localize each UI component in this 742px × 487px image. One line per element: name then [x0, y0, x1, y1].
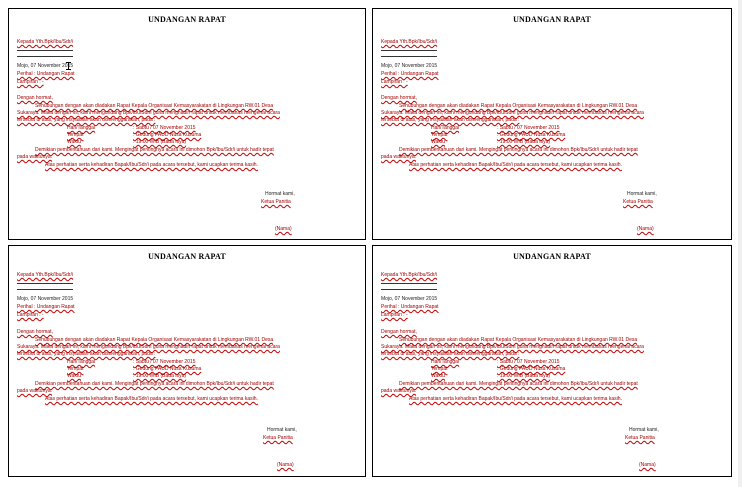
body-line-3: tersebut di atas, yang insyaallah akan diselenggarakan, pada : — [381, 351, 520, 357]
time-label: Waktu — [67, 373, 81, 379]
recipient-line: Kepada Yth.Bpk/Ibu/Sdr/i — [17, 272, 74, 278]
place-label: Tempat — [67, 132, 84, 138]
recipient-blank-2 — [381, 56, 437, 57]
attachment-line: Lampiran : - — [381, 79, 408, 85]
time-value: : 19.00 WIB (Bada Isya) — [497, 139, 551, 145]
closing-line-2: pada waktunya. — [381, 154, 417, 160]
place-date: Mojo, 07 November 2015 — [17, 296, 74, 302]
signer-role: Ketua Panitia — [261, 199, 291, 205]
document-title: UNDANGAN RAPAT — [148, 252, 226, 261]
invitation-page-2 — [372, 8, 732, 240]
place-date: Mojo, 07 November 2015 — [381, 63, 438, 69]
date-label: Hari/Tanggal — [67, 359, 96, 365]
body-line-1: Sehubungan dengan akan diadakan Rapat Kepala Organisasi Kemasyarakatan di Lingkungan RW.01 Desa — [35, 337, 274, 343]
time-value: : 19.00 WIB (Bada Isya) — [497, 373, 551, 379]
invitation-page-3 — [8, 245, 366, 477]
time-value: : 19.00 WIB (Bada Isya) — [133, 373, 187, 379]
place-date: Mojo, 07 November 2015 — [17, 63, 74, 69]
closing-line-3: Atas perhatian serta kehadiran Bapak/Ibu/Sdr/i pada acara tersebut, kami ucapkan terima kasih. — [45, 396, 258, 402]
regards: Hormat kami, — [629, 427, 659, 433]
body-line-1: Sehubungan dengan akan diadakan Rapat Kepala Organisasi Kemasyarakatan di Lingkungan RW.01 Desa — [399, 103, 638, 109]
regards: Hormat kami, — [265, 191, 295, 197]
recipient-blank-1 — [17, 283, 73, 284]
signer-name: (Nama) — [275, 226, 292, 232]
regards: Hormat kami, — [627, 191, 657, 197]
time-label: Waktu — [431, 139, 445, 145]
date-value: : Sabtu / 07 November 2015 — [133, 125, 196, 131]
body-line-1: Sehubungan dengan akan diadakan Rapat Kepala Organisasi Kemasyarakatan di Lingkungan RW.01 Desa — [399, 337, 638, 343]
place-value: : Gedung PAUD Nusa Kusuma — [133, 132, 202, 138]
recipient-blank-1 — [381, 50, 437, 51]
place-value: : Gedung PAUD Nusa Kusuma — [497, 132, 566, 138]
closing-line-1: Demikian pemberitahuan dari kami. Mengingat pentingnya acara ini dimohon Bpk/Ibu/Sdr/i untuk hadir tepat — [399, 147, 638, 153]
closing-line-1: Demikian pemberitahuan dari kami. Mengingat pentingnya acara ini dimohon Bpk/Ibu/Sdr/i untuk hadir tepat — [399, 381, 638, 387]
recipient-line: Kepada Yth.Bpk/Ibu/Sdr/i — [381, 272, 438, 278]
recipient-blank-1 — [17, 50, 73, 51]
time-label: Waktu — [67, 139, 81, 145]
date-label: Hari/Tanggal — [431, 125, 460, 131]
time-value: : 19.00 WIB (Bada Isya) — [133, 139, 187, 145]
body-line-3: tersebut di atas, yang insyaallah akan diselenggarakan, pada : — [381, 117, 520, 123]
place-label: Tempat — [67, 366, 84, 372]
time-label: Waktu — [431, 373, 445, 379]
attachment-line: Lampiran : - — [17, 79, 44, 85]
signer-name: (Nama) — [277, 462, 294, 468]
closing-line-3: Atas perhatian serta kehadiran Bapak/Ibu/Sdr/i pada acara tersebut, kami ucapkan terima kasih. — [409, 162, 622, 168]
date-value: : Sabtu / 07 November 2015 — [133, 359, 196, 365]
recipient-line: Kepada Yth.Bpk/Ibu/Sdr/i — [17, 39, 74, 45]
signer-role: Ketua Panitia — [625, 435, 655, 441]
recipient-blank-1 — [381, 283, 437, 284]
closing-line-3: Atas perhatian serta kehadiran Bapak/Ibu/Sdr/i pada acara tersebut, kami ucapkan terima kasih. — [45, 162, 258, 168]
signer-role: Ketua Panitia — [623, 199, 653, 205]
closing-line-1: Demikian pemberitahuan dari kami. Mengingat pentingnya acara ini dimohon Bpk/Ibu/Sdr/i untuk hadir tepat — [35, 147, 274, 153]
body-line-2: Sukaraya. Maka dengan ini, kami mengundang Bpk/Ibu/Sdr/i guna menghadiri rapat untuk membahas mengenai acara — [17, 110, 280, 116]
closing-line-2: pada waktunya. — [17, 388, 53, 394]
closing-line-2: pada waktunya. — [17, 154, 53, 160]
body-line-2: Sukaraya. Maka dengan ini, kami mengundang Bpk/Ibu/Sdr/i guna menghadiri rapat untuk membahas mengenai acara — [381, 110, 644, 116]
recipient-blank-2 — [381, 289, 437, 290]
date-label: Hari/Tanggal — [431, 359, 460, 365]
salutation: Dengan hormat, — [17, 95, 53, 101]
regards: Hormat kami, — [267, 427, 297, 433]
place-label: Tempat — [431, 132, 448, 138]
invitation-page-4 — [372, 245, 732, 477]
place-value: : Gedung PAUD Nusa Kusuma — [133, 366, 202, 372]
signer-name: (Nama) — [637, 226, 654, 232]
place-label: Tempat — [431, 366, 448, 372]
date-value: : Sabtu / 07 November 2015 — [497, 359, 560, 365]
salutation: Dengan hormat, — [17, 329, 53, 335]
attachment-line: Lampiran : - — [17, 312, 44, 318]
subject-line: Perihal : Undangan Rapat — [381, 71, 439, 77]
date-label: Hari/Tanggal — [67, 125, 96, 131]
signer-role: Ketua Panitia — [263, 435, 293, 441]
signer-name: (Nama) — [639, 462, 656, 468]
body-line-3: tersebut di atas, yang insyaallah akan diselenggarakan, pada : — [17, 117, 156, 123]
document-title: UNDANGAN RAPAT — [148, 15, 226, 24]
subject-line: Perihal : Undangan Rapat — [17, 304, 75, 310]
body-line-2: Sukaraya. Maka dengan ini, kami mengundang Bpk/Ibu/Sdr/i guna menghadiri rapat untuk membahas mengenai acara — [381, 344, 644, 350]
salutation: Dengan hormat, — [381, 329, 417, 335]
closing-line-2: pada waktunya. — [381, 388, 417, 394]
body-line-3: tersebut di atas, yang insyaallah akan diselenggarakan, pada : — [17, 351, 156, 357]
recipient-blank-2 — [17, 56, 73, 57]
document-title: UNDANGAN RAPAT — [513, 15, 591, 24]
salutation: Dengan hormat, — [381, 95, 417, 101]
body-line-1: Sehubungan dengan akan diadakan Rapat Kepala Organisasi Kemasyarakatan di Lingkungan RW.01 Desa — [35, 103, 274, 109]
recipient-line: Kepada Yth.Bpk/Ibu/Sdr/i — [381, 39, 438, 45]
recipient-blank-2 — [17, 289, 73, 290]
subject-line: Perihal : Undangan Rapat — [17, 71, 75, 77]
document-title: UNDANGAN RAPAT — [513, 252, 591, 261]
place-date: Mojo, 07 November 2015 — [381, 296, 438, 302]
date-value: : Sabtu / 07 November 2015 — [497, 125, 560, 131]
body-line-2: Sukaraya. Maka dengan ini, kami mengundang Bpk/Ibu/Sdr/i guna menghadiri rapat untuk membahas mengenai acara — [17, 344, 280, 350]
subject-line: Perihal : Undangan Rapat — [381, 304, 439, 310]
closing-line-1: Demikian pemberitahuan dari kami. Mengingat pentingnya acara ini dimohon Bpk/Ibu/Sdr/i untuk hadir tepat — [35, 381, 274, 387]
invitation-page-1 — [8, 8, 366, 240]
place-value: : Gedung PAUD Nusa Kusuma — [497, 366, 566, 372]
attachment-line: Lampiran : - — [381, 312, 408, 318]
closing-line-3: Atas perhatian serta kehadiran Bapak/Ibu/Sdr/i pada acara tersebut, kami ucapkan terima kasih. — [409, 396, 622, 402]
vertical-scrollbar[interactable] — [738, 0, 742, 487]
